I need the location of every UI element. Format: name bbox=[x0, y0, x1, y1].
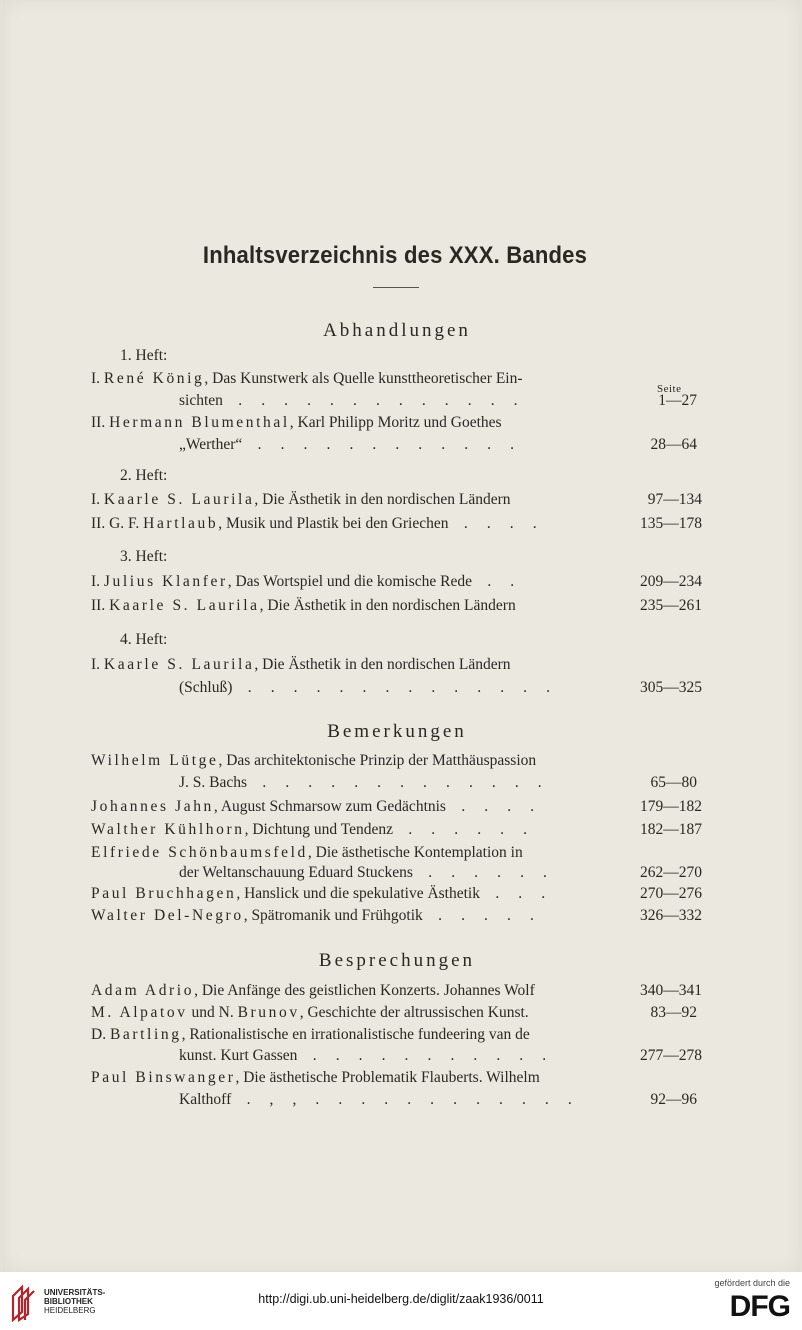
entry-author: Hermann Blumenthal bbox=[109, 414, 290, 431]
entry-author-initials: D. bbox=[91, 1026, 110, 1043]
toc-entry bbox=[91, 413, 502, 433]
entry-author: Elfriede Schönbaumsfeld bbox=[91, 844, 308, 861]
leader-dots: . . . . bbox=[449, 798, 542, 815]
toc-entry bbox=[91, 596, 516, 616]
page-title: Inhaltsverzeichnis des XXX. Bandes bbox=[202, 242, 588, 269]
heft-label: 4. Heft: bbox=[120, 631, 168, 648]
entry-pages: 179—182 bbox=[640, 798, 702, 815]
toc-entry-continuation bbox=[179, 773, 549, 793]
heft-label: 2. Heft: bbox=[120, 467, 168, 484]
dfg-logo: DFG bbox=[729, 1290, 790, 1323]
entry-number: I. bbox=[91, 573, 101, 590]
toc-entry-continuation bbox=[179, 1090, 579, 1110]
entry-title-cont: J. S. Bachs bbox=[179, 774, 248, 791]
entry-author: Paul Binswanger bbox=[91, 1069, 236, 1086]
toc-entry bbox=[91, 751, 536, 771]
document-page bbox=[3, 0, 800, 1272]
entry-title: , Die Ästhetik in den nordischen Ländern bbox=[259, 597, 516, 614]
entry-pages: 97—134 bbox=[647, 491, 702, 508]
heft-label: 3. Heft: bbox=[120, 548, 168, 565]
section-heading-abhandlungen: Abhandlungen bbox=[323, 320, 471, 341]
toc-entry-continuation bbox=[179, 678, 558, 698]
entry-author: Kaarle S. Laurila bbox=[109, 597, 260, 614]
entry-number: II. bbox=[91, 597, 106, 614]
leader-dots: . . . . . . . . . . . . . . bbox=[236, 679, 558, 696]
section-heading-bemerkungen: Bemerkungen bbox=[327, 721, 467, 742]
entry-title: , August Schmarsow zum Gedächtnis bbox=[213, 798, 446, 815]
entry-author: Paul Bruchhagen bbox=[91, 885, 237, 902]
entry-author: Bartling bbox=[109, 1026, 182, 1043]
toc-entry bbox=[91, 981, 535, 1001]
entry-pages: 326—332 bbox=[640, 907, 702, 924]
leader-dots: . . . . . bbox=[426, 907, 542, 924]
entry-title: , Hanslick und die spekulative Ästhetik bbox=[236, 885, 480, 902]
entry-pages: 92—96 bbox=[650, 1091, 697, 1108]
entry-author: Johannes Jahn bbox=[91, 798, 214, 815]
entry-pages: 270—276 bbox=[640, 885, 702, 902]
toc-entry bbox=[91, 1003, 529, 1023]
entry-pages: 277—278 bbox=[640, 1047, 702, 1064]
entry-title: , Das architektonische Prinzip der Matthäuspassion bbox=[218, 752, 537, 769]
title-divider bbox=[373, 287, 419, 288]
entry-pages: 65—80 bbox=[650, 774, 697, 791]
entry-number: I. bbox=[91, 491, 101, 508]
section-heading-besprechungen: Besprechungen bbox=[318, 950, 476, 971]
entry-connector: und N. bbox=[187, 1004, 238, 1021]
toc-entry bbox=[91, 369, 523, 389]
footer-bar bbox=[0, 1272, 802, 1330]
entry-pages: 340—341 bbox=[640, 982, 702, 999]
entry-author: Adam Adrio bbox=[91, 982, 195, 999]
entry-pages: 182—187 bbox=[640, 821, 702, 838]
entry-author: Hartlaub bbox=[143, 515, 219, 532]
entry-pages: 1—27 bbox=[658, 392, 697, 409]
toc-entry bbox=[91, 906, 541, 926]
entry-title: , Karl Philipp Moritz und Goethes bbox=[289, 414, 502, 431]
toc-entry bbox=[91, 572, 522, 592]
entry-title: , Die ästhetische Problematik Flauberts. Wilhelm bbox=[235, 1069, 540, 1086]
entry-title: , Die Ästhetik in den nordischen Ländern bbox=[254, 491, 511, 508]
entry-pages: 262—270 bbox=[640, 864, 702, 881]
library-line-1: UNIVERSITÄTS- bbox=[44, 1288, 106, 1297]
entry-author: Brunov bbox=[237, 1004, 300, 1021]
entry-title-cont: „Werther“ bbox=[179, 436, 243, 453]
entry-title: , Dichtung und Tendenz bbox=[244, 821, 393, 838]
leader-dots: . . . bbox=[483, 885, 553, 902]
entry-title-cont: der Weltanschauung Eduard Stuckens bbox=[179, 864, 413, 881]
leader-dots: . . . . . . bbox=[416, 864, 555, 881]
toc-entry bbox=[91, 490, 511, 510]
entry-title: , Spätromanik und Frühgotik bbox=[243, 907, 423, 924]
heft-label: 1. Heft: bbox=[120, 347, 168, 364]
entry-number: I. bbox=[91, 656, 101, 673]
library-line-3: HEIDELBERG bbox=[44, 1306, 96, 1315]
entry-author: René König bbox=[103, 370, 205, 387]
entry-number: II. bbox=[91, 414, 106, 431]
entry-pages: 235—261 bbox=[640, 597, 702, 614]
toc-entry bbox=[91, 655, 511, 675]
toc-entry bbox=[91, 1025, 530, 1045]
leader-dots: . . . . . . . . . . . bbox=[301, 1047, 554, 1064]
leader-dots: . . . . . . . . . . . . . bbox=[226, 392, 526, 409]
entry-pages: 83—92 bbox=[650, 1004, 697, 1021]
entry-title-cont: (Schluß) bbox=[179, 679, 233, 696]
entry-pages: 209—234 bbox=[640, 573, 702, 590]
entry-title-cont: sichten bbox=[179, 392, 223, 409]
entry-pages: 305—325 bbox=[640, 679, 702, 696]
entry-author-initials: G. F. bbox=[109, 515, 144, 532]
library-line-2: BIBLIOTHEK bbox=[44, 1297, 93, 1306]
toc-entry bbox=[91, 820, 535, 840]
entry-title: , Rationalistische en irrationalistische fundeering van de bbox=[181, 1026, 530, 1043]
entry-author: M. Alpatov bbox=[91, 1004, 188, 1021]
toc-entry bbox=[91, 884, 553, 904]
toc-entry-continuation bbox=[179, 863, 555, 883]
entry-title: , Die Anfänge des geistlichen Konzerts. Johannes Wolf bbox=[194, 982, 535, 999]
leader-dots: . . . . . . . . . . . . . bbox=[250, 774, 550, 791]
seite-label: Seite bbox=[657, 383, 682, 395]
entry-title-cont: Kalthoff bbox=[179, 1091, 232, 1108]
entry-title: , Die Ästhetik in den nordischen Ländern bbox=[254, 656, 511, 673]
leader-dots: . , , . . . . . . . . . . . . bbox=[235, 1091, 580, 1108]
entry-pages: 28—64 bbox=[650, 436, 697, 453]
leader-dots: . . . . . . . . . . . . bbox=[246, 436, 522, 453]
entry-author: Walter Del-Negro bbox=[91, 907, 244, 924]
entry-title: , Das Kunstwerk als Quelle kunsttheoretischer Ein- bbox=[204, 370, 523, 387]
entry-author: Wilhelm Lütge bbox=[91, 752, 219, 769]
entry-title: , Das Wortspiel und die komische Rede bbox=[227, 573, 472, 590]
entry-author: Kaarle S. Laurila bbox=[103, 491, 255, 508]
source-url-link[interactable]: http://digi.ub.uni-heidelberg.de/diglit/zaak1936/0011 bbox=[258, 1292, 544, 1306]
entry-number: II. bbox=[91, 515, 106, 532]
entry-title: , Musik und Plastik bei den Griechen bbox=[218, 515, 449, 532]
funding-note: gefördert durch die bbox=[714, 1278, 790, 1288]
toc-entry bbox=[91, 797, 542, 817]
entry-title-cont: kunst. Kurt Gassen bbox=[179, 1047, 298, 1064]
entry-title: , Geschichte der altrussischen Kunst. bbox=[299, 1004, 529, 1021]
toc-entry-continuation bbox=[179, 1046, 554, 1066]
leader-dots: . . . . bbox=[452, 515, 545, 532]
toc-entry-continuation bbox=[179, 435, 522, 455]
entry-title: , Die ästhetische Kontemplation in bbox=[307, 844, 523, 861]
toc-entry-continuation bbox=[179, 391, 525, 411]
toc-entry bbox=[91, 1068, 540, 1088]
leader-dots: . . bbox=[475, 573, 522, 590]
entry-author: Julius Klanfer bbox=[103, 573, 228, 590]
toc-entry bbox=[91, 843, 523, 863]
entry-number: I. bbox=[91, 370, 101, 387]
entry-author: Walther Kühlhorn bbox=[91, 821, 245, 838]
leader-dots: . . . . . . bbox=[396, 821, 535, 838]
entry-pages: 135—178 bbox=[640, 515, 702, 532]
entry-author: Kaarle S. Laurila bbox=[103, 656, 255, 673]
toc-entry bbox=[91, 514, 544, 534]
